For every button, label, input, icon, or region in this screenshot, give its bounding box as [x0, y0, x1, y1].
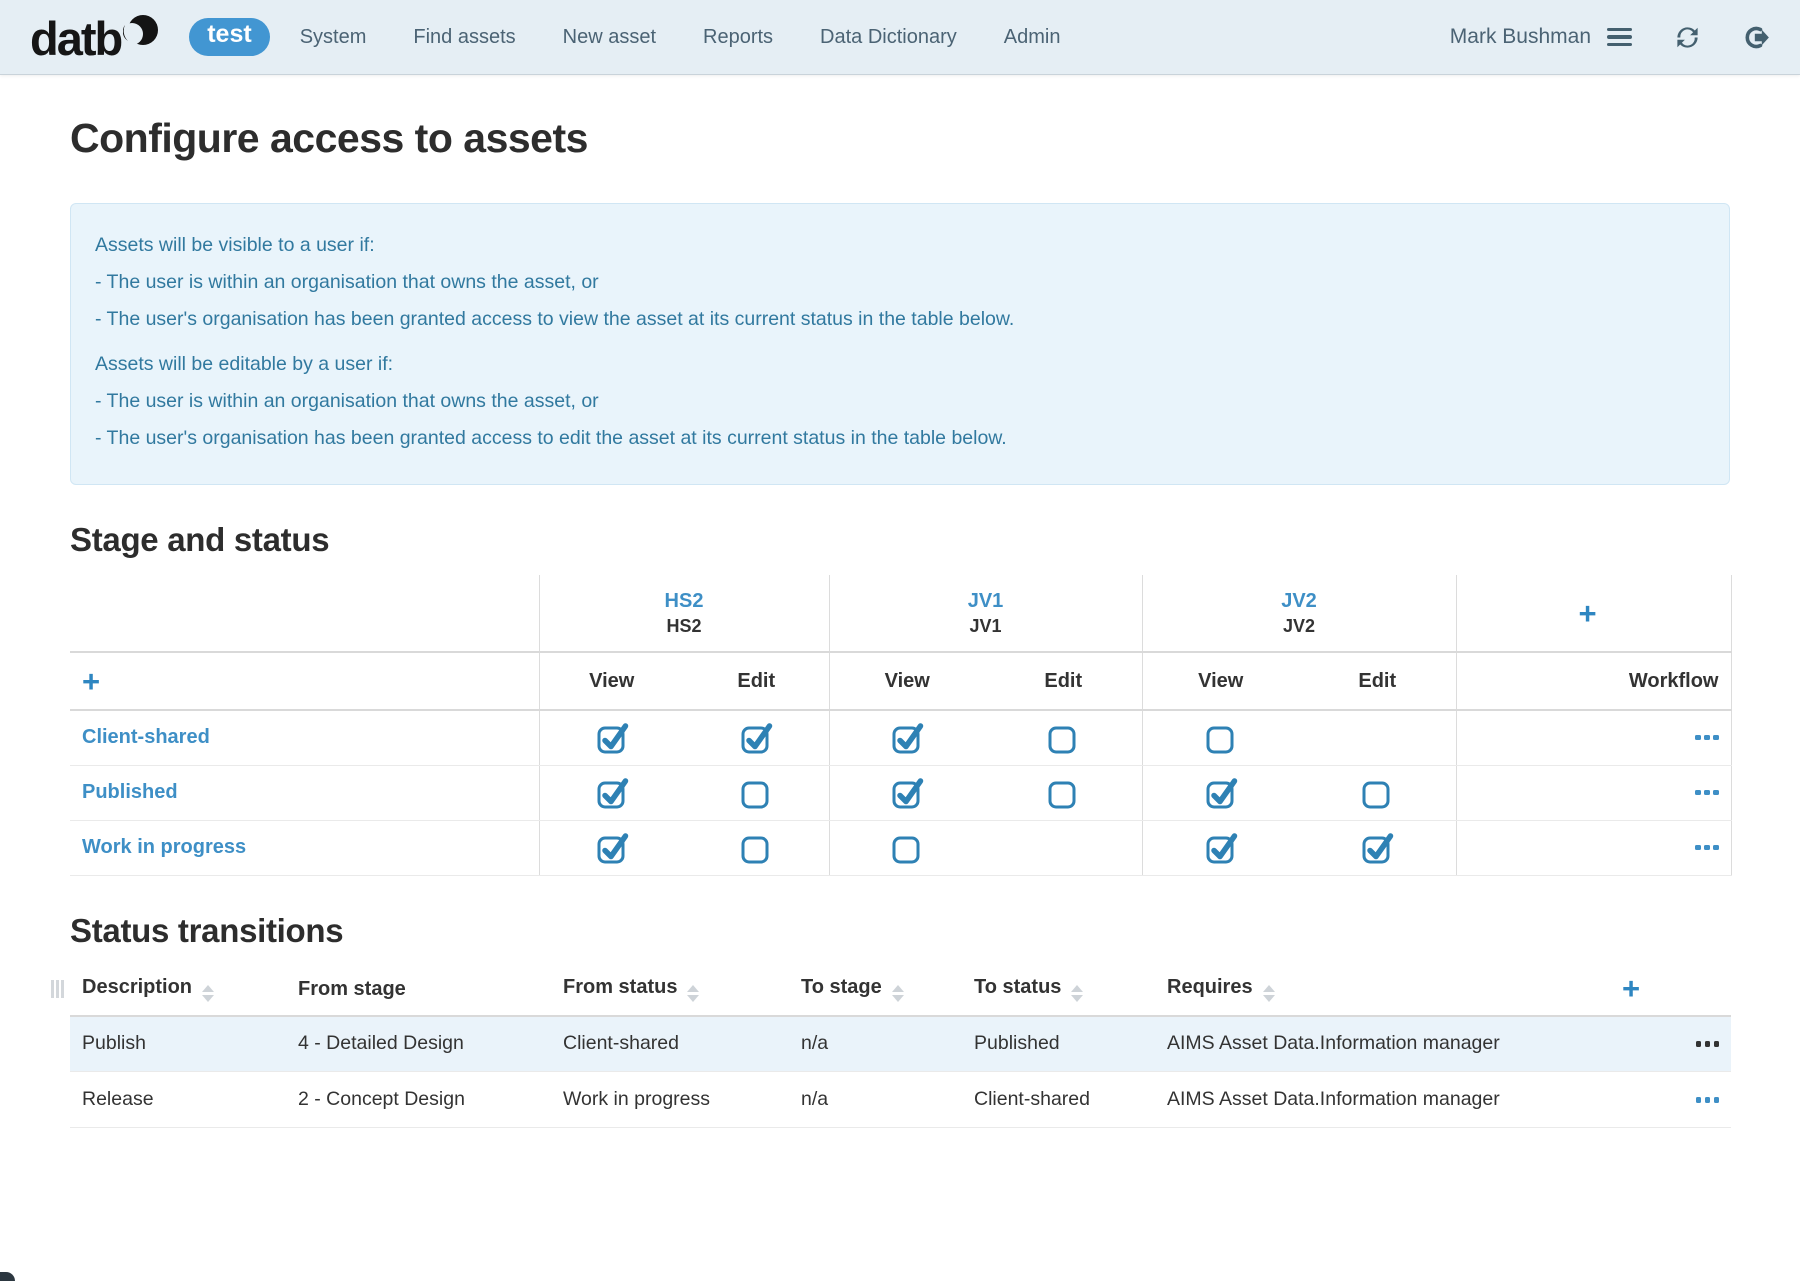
edit-cell-jv1: [985, 765, 1142, 820]
org-header-hs2: [539, 575, 829, 652]
sort-icon: [892, 985, 904, 1002]
transitions-body: [70, 1016, 1731, 1128]
view-cell-jv1: [829, 765, 985, 820]
col-view-hs2: View: [539, 652, 684, 710]
published-hs2-edit-checkbox[interactable]: [739, 776, 773, 810]
col-edit-jv1: Edit: [985, 652, 1142, 710]
status-link-published[interactable]: Published: [82, 781, 178, 803]
column-label: To stage: [801, 976, 882, 998]
add-transition-cell: [1610, 964, 1731, 1016]
stage-status-row: [70, 765, 1731, 820]
column-label: Requires: [1167, 976, 1253, 998]
organisation-header-row: [70, 575, 1731, 652]
transition-row-publish[interactable]: [70, 1016, 1731, 1072]
status-cell: [70, 710, 539, 765]
view-edit-header-row: [70, 652, 1731, 710]
col-workflow: Workflow: [1456, 652, 1731, 710]
cell-from-status: Work in progress: [551, 1072, 789, 1128]
nav-item-admin[interactable]: Admin: [1003, 25, 1061, 48]
top-navbar: [0, 0, 1800, 75]
col-edit-jv2: Edit: [1299, 652, 1456, 710]
col-view-jv2: View: [1142, 652, 1299, 710]
info-line: - The user is within an organisation that owns the asset, or: [95, 271, 599, 293]
column-label: From status: [563, 976, 678, 998]
transition-actions-cell: [1610, 1016, 1731, 1072]
transition-actions-cell: [1610, 1072, 1731, 1128]
client-shared-hs2-view-checkbox[interactable]: [595, 721, 629, 755]
cell-to-status: Client-shared: [962, 1072, 1155, 1128]
edit-cell-jv1: [985, 820, 1142, 875]
work-in-progress-jv1-view-checkbox[interactable]: [890, 831, 924, 865]
transitions-header-row: [70, 964, 1731, 1016]
nav-item-reports[interactable]: Reports: [703, 25, 774, 48]
published-jv1-view-checkbox[interactable]: [890, 776, 924, 810]
view-cell-jv2: [1142, 820, 1299, 875]
col-to-stage[interactable]: [789, 964, 962, 1016]
sign-out-icon[interactable]: [1743, 24, 1770, 51]
org-link-hs2[interactable]: HS2: [664, 589, 704, 612]
org-header-jv2: [1142, 575, 1456, 652]
logo-text: datb: [30, 11, 122, 65]
status-transitions-table: [70, 964, 1731, 1129]
add-organisation-button[interactable]: +: [1578, 595, 1597, 631]
workflow-menu-button[interactable]: [1695, 790, 1719, 796]
col-view-jv1: View: [829, 652, 985, 710]
logo-crescent-icon: [123, 13, 159, 49]
cell-from-stage: 4 - Detailed Design: [286, 1016, 551, 1072]
nav-item-new-asset[interactable]: New asset: [562, 25, 657, 48]
nav-item-data-dictionary[interactable]: Data Dictionary: [820, 25, 957, 48]
col-edit-hs2: Edit: [684, 652, 829, 710]
org-link-jv1[interactable]: JV1: [967, 589, 1004, 612]
client-shared-jv2-view-checkbox[interactable]: [1204, 721, 1238, 755]
org-sub-label: JV2: [1282, 615, 1316, 636]
page-title: Configure access to assets: [70, 115, 588, 161]
sort-icon: [1263, 985, 1275, 1002]
client-shared-jv1-edit-checkbox[interactable]: [1046, 721, 1080, 755]
client-shared-jv1-view-checkbox[interactable]: [890, 721, 924, 755]
edit-cell-jv2: [1299, 710, 1456, 765]
published-jv1-edit-checkbox[interactable]: [1046, 776, 1080, 810]
add-status-button[interactable]: +: [82, 663, 101, 699]
edit-cell-jv1: [985, 710, 1142, 765]
stage-status-body: [70, 710, 1731, 875]
work-in-progress-jv2-view-checkbox[interactable]: [1204, 831, 1238, 865]
workflow-menu-button[interactable]: [1695, 735, 1719, 741]
info-line: - The user's organisation has been granted access to edit the asset at its current status in the table below.: [95, 427, 1007, 449]
column-label: Description: [82, 976, 193, 998]
view-cell-hs2: [539, 820, 684, 875]
cell-to-stage: n/a: [789, 1072, 962, 1128]
status-cell: [70, 765, 539, 820]
cell-description: Publish: [70, 1016, 286, 1072]
workflow-cell: [1456, 765, 1731, 820]
nav-item-find-assets[interactable]: Find assets: [413, 25, 516, 48]
org-header-jv1: [829, 575, 1142, 652]
edit-cell-hs2: [684, 765, 829, 820]
work-in-progress-jv2-edit-checkbox[interactable]: [1360, 831, 1394, 865]
view-cell-jv1: [829, 710, 985, 765]
col-from-stage[interactable]: [286, 964, 551, 1016]
col-description[interactable]: [70, 964, 286, 1016]
sort-icon: [687, 985, 699, 1002]
nav-item-system[interactable]: System: [299, 25, 367, 48]
add-status-cell: [70, 652, 539, 710]
view-cell-jv1: [829, 820, 985, 875]
sort-icon: [202, 985, 214, 1002]
view-cell-jv2: [1142, 710, 1299, 765]
drag-handle-icon[interactable]: [51, 980, 64, 998]
cell-requires: AIMS Asset Data.Information manager: [1155, 1016, 1610, 1072]
user-menu[interactable]: [1450, 25, 1632, 49]
org-link-jv2[interactable]: JV2: [1281, 589, 1317, 612]
stage-status-table: [70, 575, 1732, 876]
workflow-cell: [1456, 820, 1731, 875]
access-rules-info-box: [70, 203, 1730, 485]
add-organisation-cell: [1456, 575, 1731, 652]
nav-items: [300, 26, 1061, 49]
cell-from-status: Client-shared: [551, 1016, 789, 1072]
stage-table-corner-cell: [70, 575, 539, 652]
environment-badge: test: [189, 18, 269, 56]
info-line: - The user's organisation has been granted access to view the asset at its current status in the table below.: [95, 308, 1015, 330]
cell-from-stage: 2 - Concept Design: [286, 1072, 551, 1128]
cell-to-stage: n/a: [789, 1016, 962, 1072]
workflow-cell: [1456, 710, 1731, 765]
edit-cell-jv2: [1299, 765, 1456, 820]
transition-row-release[interactable]: [70, 1072, 1731, 1128]
client-shared-hs2-edit-checkbox[interactable]: [739, 721, 773, 755]
transition-menu-button[interactable]: [1696, 1097, 1720, 1103]
edit-cell-jv2: [1299, 820, 1456, 875]
info-line: - The user is within an organisation that owns the asset, or: [95, 390, 599, 412]
app-logo[interactable]: [30, 11, 159, 65]
status-link-work-in-progress[interactable]: Work in progress: [82, 836, 247, 858]
refresh-icon[interactable]: [1674, 24, 1701, 51]
stage-status-heading: Stage and status: [70, 521, 330, 558]
work-in-progress-hs2-view-checkbox[interactable]: [595, 831, 629, 865]
view-cell-hs2: [539, 765, 684, 820]
col-requires[interactable]: [1155, 964, 1610, 1016]
published-jv2-edit-checkbox[interactable]: [1360, 776, 1394, 810]
work-in-progress-hs2-edit-checkbox[interactable]: [739, 831, 773, 865]
corner-toast: [0, 1272, 15, 1281]
info-line: Assets will be editable by a user if:: [95, 353, 394, 375]
add-transition-button[interactable]: +: [1622, 971, 1641, 1006]
workflow-menu-button[interactable]: [1695, 845, 1719, 851]
cell-requires: AIMS Asset Data.Information manager: [1155, 1072, 1610, 1128]
status-transitions-heading: Status transitions: [70, 911, 344, 949]
transition-menu-button[interactable]: [1696, 1041, 1720, 1047]
published-hs2-view-checkbox[interactable]: [595, 776, 629, 810]
status-cell: [70, 820, 539, 875]
view-cell-hs2: [539, 710, 684, 765]
menu-icon: [1607, 28, 1632, 47]
column-label: From stage: [298, 977, 406, 1000]
published-jv2-view-checkbox[interactable]: [1204, 776, 1238, 810]
col-to-status[interactable]: [962, 964, 1155, 1016]
user-name: Mark Bushman: [1449, 25, 1591, 48]
status-link-client-shared[interactable]: Client-shared: [82, 726, 210, 749]
org-sub-label: HS2: [666, 615, 702, 636]
edit-cell-hs2: [684, 710, 829, 765]
info-line: Assets will be visible to a user if:: [95, 234, 375, 256]
cell-to-status: Published: [962, 1016, 1155, 1072]
cell-description: Release: [70, 1072, 286, 1128]
edit-cell-hs2: [684, 820, 829, 875]
view-cell-jv2: [1142, 765, 1299, 820]
org-sub-label: JV1: [969, 615, 1002, 636]
stage-status-row: [70, 820, 1731, 875]
stage-status-row: [70, 710, 1731, 765]
col-from-status[interactable]: [551, 964, 789, 1016]
column-label: To status: [974, 976, 1062, 998]
sort-icon: [1071, 985, 1083, 1002]
